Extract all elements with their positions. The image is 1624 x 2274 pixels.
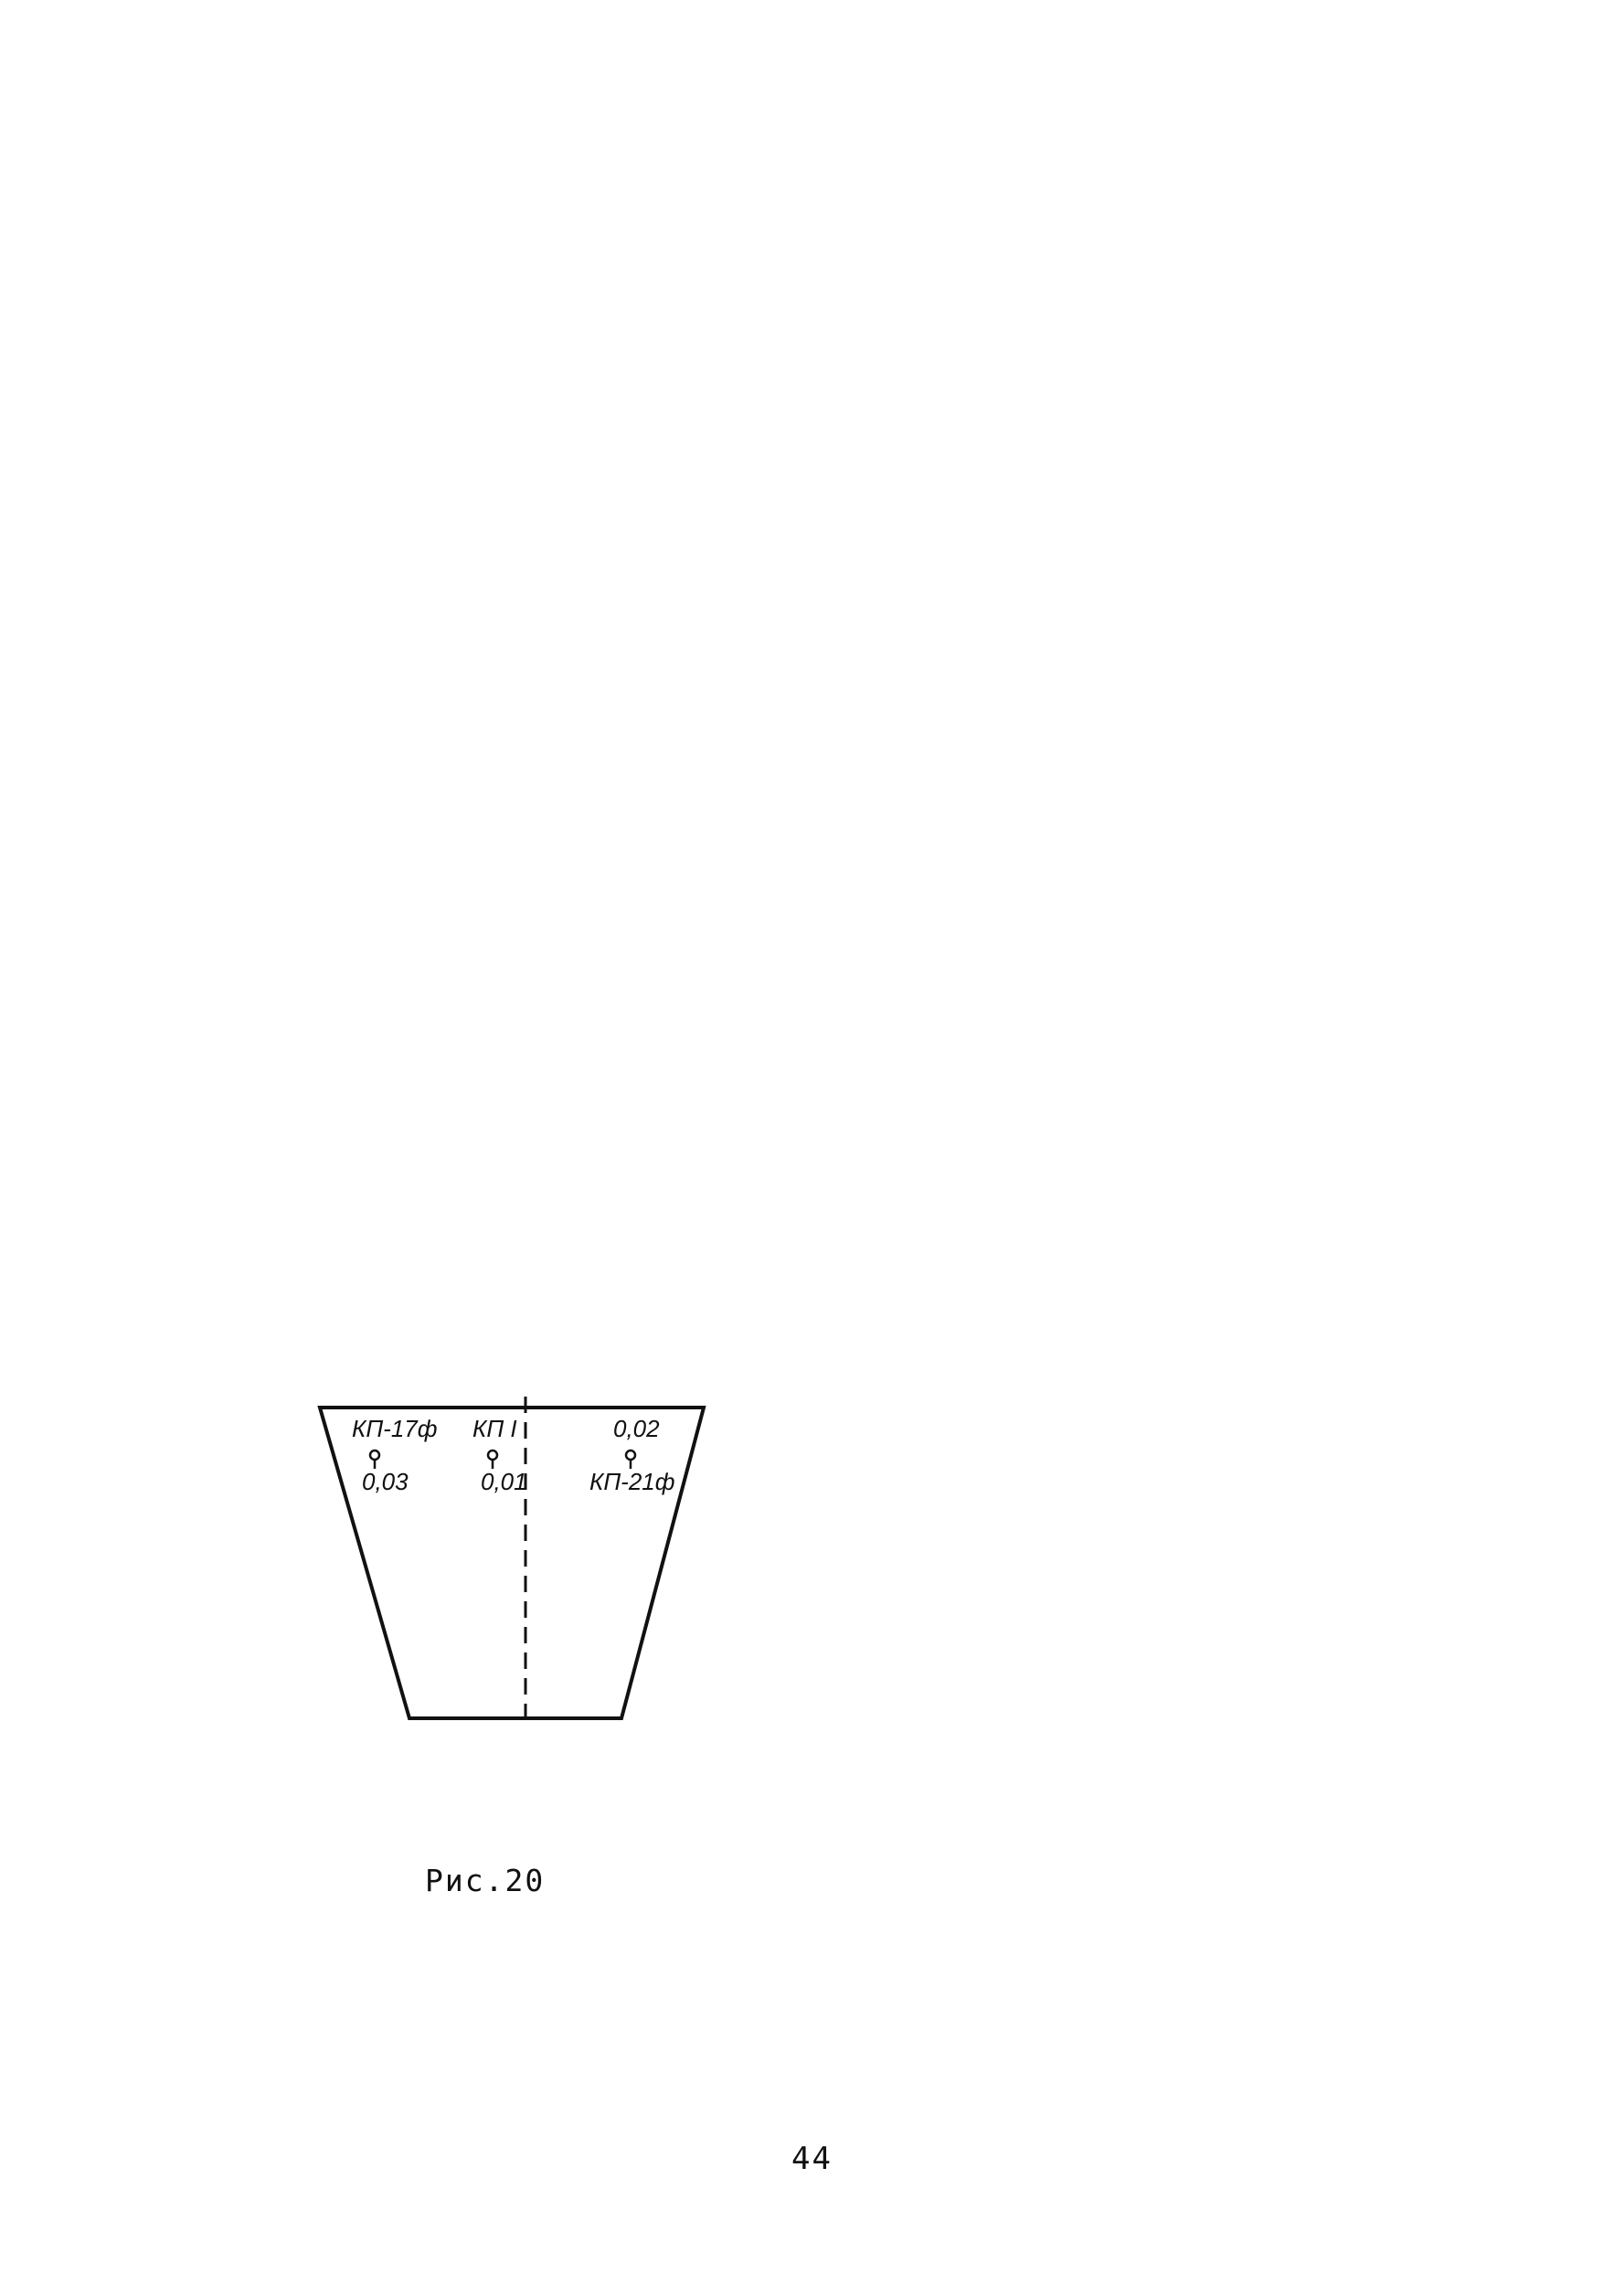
label-kp21f: КП-21ф — [589, 1468, 675, 1495]
control-point-marker — [370, 1450, 379, 1460]
figure-caption: Рис.20 — [425, 1863, 546, 1898]
label-kp1: КП I — [472, 1415, 517, 1442]
trapezoid-plan — [302, 1380, 740, 1727]
page-number: 44 — [791, 2141, 833, 2177]
label-value-003: 0,03 — [362, 1468, 409, 1495]
label-value-001: 0,01 — [481, 1468, 527, 1495]
label-kp17f: КП-17ф — [352, 1415, 438, 1442]
label-value-002: 0,02 — [613, 1415, 660, 1442]
control-point-marker — [488, 1450, 497, 1460]
control-point-marker — [626, 1450, 635, 1460]
plan-outline — [320, 1408, 704, 1718]
figure-20 — [302, 1380, 740, 1727]
